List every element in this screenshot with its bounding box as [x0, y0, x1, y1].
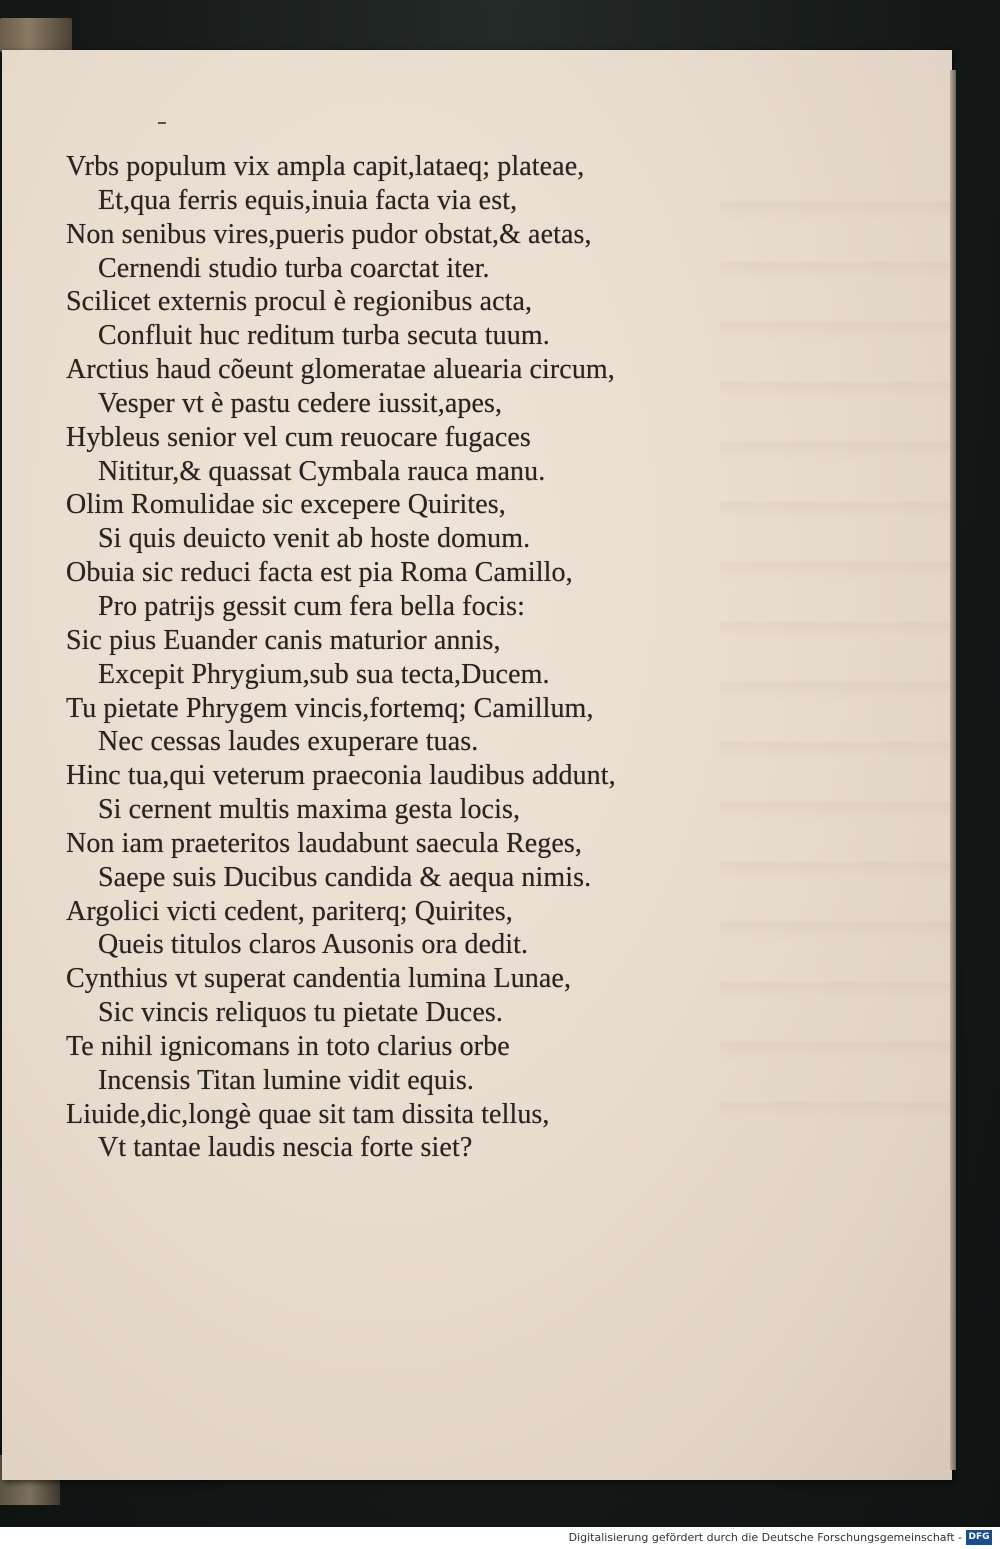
poem-line: Incensis Titan lumine vidit equis.: [98, 1064, 474, 1096]
poem-line: Sic vincis reliquos tu pietate Duces.: [98, 997, 503, 1029]
poem-line: Si cernent multis maxima gesta locis,: [98, 794, 521, 826]
poem-line: Cernendi studio turba coarctat iter.: [98, 252, 490, 284]
poem-line: Non senibus vires,pueris pudor obstat,& aetas,: [66, 218, 592, 250]
poem-line: Excepit Phrygium,sub sua tecta,Ducem.: [98, 658, 550, 690]
poem-line: Vesper vt è pastu cedere iussit,apes,: [98, 387, 503, 419]
poem-line: Si quis deuicto venit ab hoste domum.: [98, 523, 531, 555]
poem-line: Cynthius vt superat candentia lumina Lunae,: [66, 963, 572, 995]
poem-line: Et,qua ferris equis,inuia facta via est,: [98, 184, 518, 216]
poem-line: Nec cessas laudes exuperare tuas.: [98, 726, 479, 758]
poem-line: Arctius haud cõeunt glomeratae aluearia circum,: [66, 354, 615, 386]
poem-line: Vrbs populum vix ampla capit,lataeq; plateae,: [66, 151, 585, 182]
printer-mark: [158, 122, 166, 124]
poem-line: Non iam praeteritos laudabunt saecula Reges,: [66, 827, 583, 859]
poem-line: Confluit huc reditum turba secuta tuum.: [98, 320, 550, 352]
poem-line: Obuia sic reduci facta est pia Roma Camillo,: [66, 557, 573, 589]
poem-line: Pro patrijs gessit cum fera bella focis:: [98, 590, 525, 622]
poem-line: Argolici victi cedent, pariterq; Quirites,: [66, 895, 513, 927]
poem-line: Sic pius Euander canis maturior annis,: [66, 624, 501, 656]
poem-line: Nititur,& quassat Cymbala rauca manu.: [98, 455, 546, 487]
poem-line: Hinc tua,qui veterum praeconia laudibus addunt,: [66, 760, 616, 792]
poem-line: Hybleus senior vel cum reuocare fugaces: [66, 421, 531, 453]
book-binding-top: [0, 18, 72, 52]
poem-text: [58, 150, 758, 1165]
poem-line: Liuide,dic,longè quae sit tam dissita tellus,: [66, 1098, 550, 1130]
poem-line: Tu pietate Phrygem vincis,fortemq; Camillum,: [66, 692, 594, 724]
poem-line: Scilicet externis procul è regionibus acta,: [66, 286, 533, 318]
poem-line: Saepe suis Ducibus candida & aequa nimis.: [98, 861, 592, 893]
poem-line: Queis titulos claros Ausonis ora dedit.: [98, 929, 529, 961]
poem-line: Te nihil ignicomans in toto clarius orbe: [66, 1030, 510, 1062]
poem-line: Vt tantae laudis nescia forte siet?: [98, 1132, 473, 1164]
page-edge: [950, 70, 956, 1470]
dfg-logo: DFG: [966, 1530, 992, 1545]
footer-credit: Digitalisierung gefördert durch die Deutsche Forschungsgemeinschaft -: [568, 1531, 962, 1544]
poem-line: Olim Romulidae sic excepere Quirites,: [66, 489, 506, 521]
